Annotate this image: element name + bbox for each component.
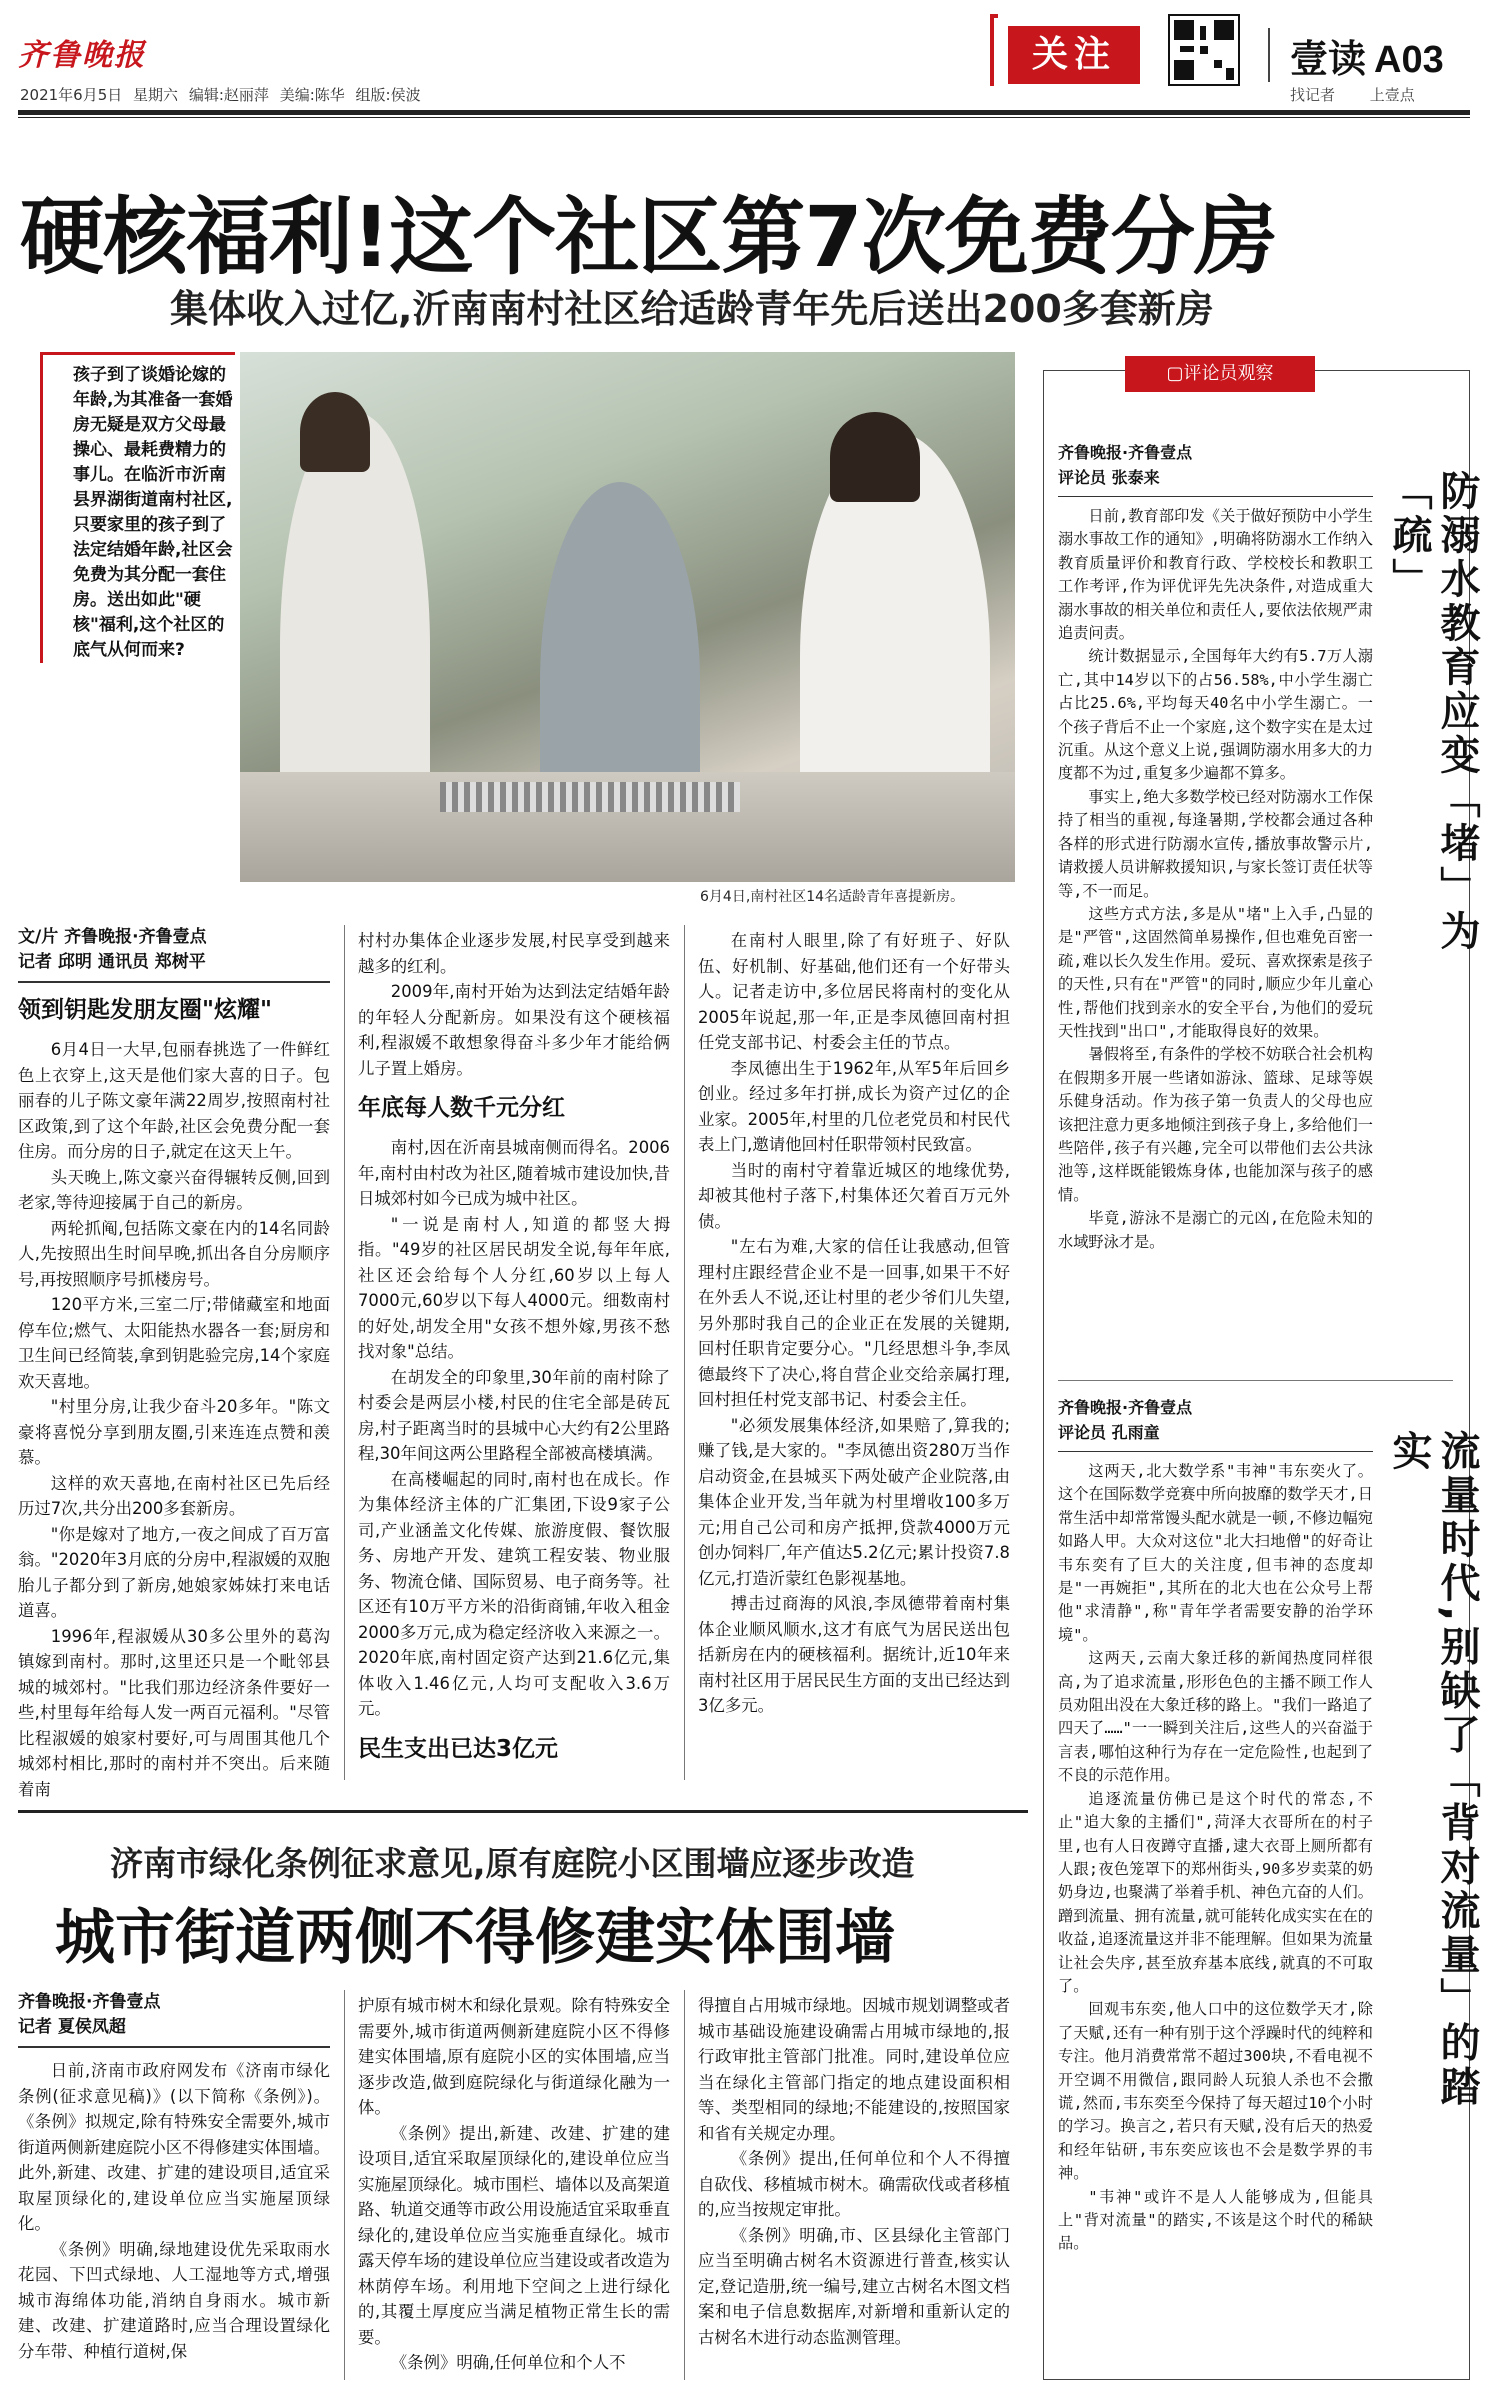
paragraph: 这两天,云南大象迁移的新闻热度同样很高,为了追求流量,形形色色的主播不顾工作人员劝阻出没在大象迁移的路上。"我们一路追了四天了……"一一瞬到关注后,这些人的兴奋溢于言表,哪怕这种行为存在一定危险性,也起到了不良的示范作用。 <box>1058 1649 1373 1785</box>
comment2-text <box>1058 1460 1373 2256</box>
paragraph: 回观韦东奕,他人口中的这位数学天才,除了天赋,还有一种有别于这个浮躁时代的纯粹和专注。他月消费常常不超过300块,不看电视不开空调不用微信,跟同龄人玩狼人杀也不会撒谎,然而,韦东奕至今保持了每天超过10个小时的学习。换言之,若只有天赋,没有后天的热爱和经年钻研,韦东奕应该也不会是数学界的韦神。 <box>1058 2000 1373 2183</box>
lead-col3-text <box>698 928 1010 1719</box>
newspaper-logo: 齐鲁晚报 <box>18 38 146 73</box>
article2-byline-2: 记者 夏侯凤超 <box>18 2017 126 2037</box>
column-divider <box>684 925 685 1780</box>
masthead-rule <box>18 110 1470 115</box>
page-number: A03 <box>1374 39 1444 81</box>
comment2-title: 流量时代,别缺了「背对流量」的踏实 <box>1386 1430 1480 2110</box>
paragraph: 6月4日一大早,包丽春挑选了一件鲜红色上衣穿上,这天是他们家大喜的日子。包丽春的儿子陈文豪年满22周岁,按照南村社区政策,到了这个年龄,社区会免费分配一套住房。而分房的日子,就定在这天上午。 <box>18 1040 330 1161</box>
lead-byline-2: 记者 邱明 通讯员 郑树平 <box>18 952 206 972</box>
issue-date: 2021年6月5日 <box>20 86 123 104</box>
designer-credit: 美编:陈华 <box>279 86 345 104</box>
paragraph: "你是嫁对了地方,一夜之间成了百万富翁。"2020年3月底的分房中,程淑媛的双胞胎儿子都分到了新房,她娘家姊妹打来电话道喜。 <box>18 1524 330 1620</box>
dateline <box>20 84 421 105</box>
byline-rule <box>1058 496 1373 497</box>
masthead-rule-thin <box>18 117 1470 118</box>
comment1-byline-1: 齐鲁晚报·齐鲁壹点 <box>1058 443 1193 462</box>
contact-line <box>1290 84 1415 105</box>
article2-top-rule <box>18 1810 1028 1813</box>
article2-column-2 <box>358 1993 670 2376</box>
paragraph: 毕竟,游泳不是溺亡的元凶,在危险未知的水域野泳才是。 <box>1058 1209 1373 1251</box>
lead-col2-text <box>358 928 670 1081</box>
lead-subhead: 集体收入过亿,沂南南村社区给适龄青年先后送出200多套新房 <box>170 287 1214 331</box>
article2-col3-text <box>698 1993 1010 2350</box>
paragraph: 统计数据显示,全国每年大约有5.7万人溺亡,其中14岁以下的占56.58%,中小学生溺亡占比25.6%,平均每天40名中小学生溺亡。一个孩子背后不止一个家庭,这个数字实在是太过沉重。从这个意义上说,强调防溺水用多大的力度都不为过,重复多少遍都不算多。 <box>1058 647 1373 783</box>
qr-code-icon[interactable] <box>1168 14 1240 86</box>
contact-reporter: 找记者 <box>1290 86 1336 104</box>
article2-column-3 <box>698 1993 1010 2350</box>
paragraph: "必须发展集体经济,如果赔了,算我的;赚了钱,是大家的。"李凤德出资280万当作启动资金,在县城买下两处破产企业院落,由集体企业开发,当年就为村里增收100多万元;用自己公司和房产抵押,贷款4000万元创办饲料厂,年产值达5.2亿元;累计投资7.8亿元,打造沂蒙红色影视基地。 <box>698 1415 1010 1588</box>
comment2-byline-2: 评论员 孔雨童 <box>1058 1423 1160 1442</box>
lead-col2b-text <box>358 1135 670 1722</box>
comment1-byline-2: 评论员 张泰来 <box>1058 468 1160 487</box>
lead-column-2 <box>358 928 670 1776</box>
byline-rule <box>18 2046 330 2048</box>
commentary-tag-label: 评论员观察 <box>1183 363 1274 384</box>
paragraph: "一说是南村人,知道的都竖大拇指。"49岁的社区居民胡发全说,每年年底,社区还会给每个人分红,60岁以上每人7000元,60岁以下每人4000元。细数南村的好处,胡发全用"女孩不想外嫁,男孩不愁找对象"总结。 <box>358 1214 670 1361</box>
layout-credit: 组版:侯波 <box>355 86 421 104</box>
paragraph: 在胡发全的印象里,30年前的南村除了村委会是两层小楼,村民的住宅全部是砖瓦房,村子距离当时的县城中心大约有2公里路程,30年间这两公里路程全部被高楼填满。 <box>358 1367 670 1463</box>
comment1-title: 防溺水教育应变「堵」为「疏」 <box>1386 470 1480 954</box>
paragraph: 村村办集体企业逐步发展,村民享受到越来越多的红利。 <box>358 931 670 976</box>
paragraph: "左右为难,大家的信任让我感动,但管理村庄跟经营企业不是一回事,如果干不好在外丢人不说,还让村里的老少爷们儿失望,另外那时我自己的企业正在发展的关键期,回村任职肯定要分心。"几经思想斗争,李凤德最终下了决心,将自营企业交给亲属打理,回村担任村党支部书记、村委会主任。 <box>698 1237 1010 1409</box>
contact-app: 上壹点 <box>1369 86 1415 104</box>
paragraph: 在高楼崛起的同时,南村也在成长。作为集体经济主体的广汇集团,下设9家子公司,产业涵盖文化传媒、旅游度假、餐饮服务、房地产开发、建筑工程安装、物业服务、物流仓储、国际贸易、电子商务等。社区还有10万平方米的沿街商铺,年收入租金2000多万元,成为稳定经济收入来源之一。2020年底,南村固定资产达到21.6亿元,集体收入1.46亿元,人均可支配收入3.6万元。 <box>358 1469 670 1718</box>
lead-subtitle-3: 民生支出已达3亿元 <box>358 1735 559 1762</box>
section-tag: 关注 <box>1008 26 1140 84</box>
paragraph: 得擅自占用城市绿地。因城市规划调整或者城市基础设施建设确需占用城市绿地的,报行政审批主管部门批准。同时,建设单位应当在绿化主管部门指定的地点建设面积相等、类型相同的绿地;不能建设的,按照国家和省有关规定办理。 <box>698 1996 1010 2143</box>
paragraph: 两轮抓阄,包括陈文豪在内的14名同龄人,先按照出生时间早晚,抓出各自分房顺序号,再按照顺序号抓楼房号。 <box>18 1218 330 1289</box>
header-divider <box>1268 28 1270 82</box>
column-divider <box>344 1990 345 2380</box>
paragraph: 1996年,程淑媛从30多公里外的葛沟镇嫁到南村。那时,这里还只是一个毗邻县城的城郊村。"比我们那边经济条件要好一些,村里每年给每人发一两百元福利。"尽管比程淑媛的娘家村要好,可与周围其他几个城郊村相比,那时的南村并不突出。后来随着南 <box>18 1626 330 1799</box>
column-divider <box>684 1990 685 2380</box>
paragraph: 《条例》明确,市、区县绿化主管部门应当至明确古树名木资源进行普查,核实认定,登记造册,统一编号,建立古树名木图文档案和电子信息数据库,对新增和重新认定的古树名木进行动态监测管理。 <box>698 2225 1010 2347</box>
paragraph: 《条例》明确,绿地建设优先采取雨水花园、下凹式绿地、人工湿地等方式,增强城市海绵体功能,消纳自身雨水。城市新建、改建、扩建道路时,应当合理设置绿化分车带、种植行道树,保 <box>18 2239 330 2361</box>
lead-photo[interactable] <box>240 352 1015 882</box>
tag-bracket <box>990 14 998 86</box>
lead-subtitle-1: 领到钥匙发朋友圈"炫耀" <box>18 997 272 1023</box>
lead-intro: 孩子到了谈婚论嫁的年龄,为其准备一套婚房无疑是双方父母最操心、最耗费精力的事儿。在临沂市沂南县界湖街道南村社区,只要家里的孩子到了法定结婚年龄,社区会免费为其分配一套住房。送出如此"硬核"福利,这个社区的底气从何而来? <box>40 352 235 663</box>
paragraph: "韦神"或许不是人人能够成为,但能具上"背对流量"的踏实,不该是这个时代的稀缺品。 <box>1058 2187 1373 2253</box>
article2-col1-text <box>18 2058 330 2364</box>
commentary-tag <box>1125 356 1315 392</box>
paragraph: 这些方式方法,多是从"堵"上入手,凸显的是"严管",这固然简单易操作,但也难免百密一疏,难以长久发生作用。爱玩、喜欢探索是孩子的天性,只有在"严管"的同时,顺应少年儿童心性,帮他们找到亲水的安全平台,为他们的爱玩天性找到"出口",才能取得良好的效果。 <box>1058 904 1373 1040</box>
lead-column-1 <box>18 925 330 1802</box>
lead-col1-text <box>18 1037 330 1802</box>
byline-rule <box>18 981 330 983</box>
paragraph: "村里分房,让我少奋斗20多年。"陈文豪将喜悦分享到朋友圈,引来连连点赞和羡慕。 <box>18 1397 330 1467</box>
section-name <box>1290 28 1444 83</box>
commentary-article-1 <box>1058 440 1373 1254</box>
issue-weekday: 星期六 <box>133 86 179 104</box>
paragraph: 日前,济南市政府网发布《济南市绿化条例(征求意见稿)》(以下简称《条例》)。《条例》拟规定,除有特殊安全需要外,城市街道两侧新建庭院小区不得修建实体围墙。此外,新建、改建、扩建的建设项目,适宜采取屋顶绿化的,建设单位应当实施屋顶绿化。 <box>18 2061 330 2233</box>
comment-icon: ▢ <box>1166 363 1184 384</box>
paragraph: 头天晚上,陈文豪兴奋得辗转反侧,回到老家,等待迎接属于自己的新房。 <box>18 1167 330 1212</box>
comment2-byline-1: 齐鲁晚报·齐鲁壹点 <box>1058 1398 1193 1417</box>
paragraph: 李凤德出生于1962年,从军5年后回乡创业。经过多年打拼,成长为资产过亿的企业家。2005年,村里的几位老党员和村民代表上门,邀请他回村任职带领村民致富。 <box>698 1058 1010 1154</box>
paragraph: 《条例》提出,任何单位和个人不得擅自砍伐、移植城市树木。确需砍伐或者移植的,应当按规定审批。 <box>698 2149 1010 2219</box>
paragraph: 这样的欢天喜地,在南村社区已先后经历过7次,共分出200多套新房。 <box>18 1473 330 1518</box>
lead-column-3 <box>698 928 1010 1719</box>
commentary-divider <box>1058 1380 1453 1381</box>
article2-col2-text <box>358 1993 670 2376</box>
byline-rule <box>1058 1451 1373 1452</box>
article2-subhead: 济南市绿化条例征求意见,原有庭院小区围墙应逐步改造 <box>110 1844 915 1883</box>
lead-byline-1: 文/片 齐鲁晚报·齐鲁壹点 <box>18 927 207 947</box>
article2-column-1 <box>18 1990 330 2364</box>
article2-headline: 城市街道两侧不得修建实体围墙 <box>55 1903 895 1973</box>
article2-byline-1: 齐鲁晚报·齐鲁壹点 <box>18 1992 161 2012</box>
paragraph: 搏击过商海的风浪,李凤德带着南村集体企业顺风顺水,这才有底气为居民送出包括新房在内的硬核福利。据统计,近10年来南村社区用于居民民生方面的支出已经达到3亿多元。 <box>698 1594 1010 1715</box>
section-title: 壹读 <box>1290 37 1367 81</box>
editor-credit: 编辑:赵丽萍 <box>188 86 269 104</box>
paragraph: 南村,因在沂南县城南侧而得名。2006年,南村由村改为社区,随着城市建设加快,昔日城郊村如今已成为城中社区。 <box>358 1138 670 1208</box>
comment1-text <box>1058 505 1373 1254</box>
paragraph: 暑假将至,有条件的学校不妨联合社会机构在假期多开展一些诸如游泳、篮球、足球等娱乐健身活动。作为孩子第一负责人的父母也应该把注意力更多地倾注到孩子身上,多给他们一些陪伴,孩子有兴趣,完全可以带他们去公共泳池等,这样既能锻炼身体,也能加深与孩子的感情。 <box>1058 1045 1373 1204</box>
paragraph: 《条例》明确,任何单位和个人不 <box>390 2353 626 2372</box>
paragraph: 当时的南村守着靠近城区的地缘优势,却被其他村子落下,村集体还欠着百万元外债。 <box>698 1160 1010 1231</box>
lead-subtitle-2: 年底每人数千元分红 <box>358 1095 565 1121</box>
paragraph: 在南村人眼里,除了有好班子、好队伍、好机制、好基础,他们还有一个好带头人。记者走访中,多位居民将南村的变化从2005年说起,那一年,正是李凤德回南村担任党支部书记、村委会主任的节点。 <box>698 931 1010 1052</box>
photo-caption: 6月4日,南村社区14名适龄青年喜提新房。 <box>700 889 965 905</box>
paragraph: 追逐流量仿佛已是这个时代的常态,不止"追大象的主播们",菏泽大衣哥所在的村子里,也有人日夜蹲守直播,逮大衣哥上厕所都有人跟;夜色笼罩下的郑州街头,90多岁卖菜的奶奶身边,也聚满了举着手机、神色亢奋的人们。蹭到流量、拥有流量,就可能转化成实实在在的收益,追逐流量这并非不能理解。但如果为流量让社会失序,甚至放弃基本底线,就真的不可取了。 <box>1058 1789 1373 1995</box>
paragraph: 120平方米,三室二厅;带储藏室和地面停车位;燃气、太阳能热水器各一套;厨房和卫生间已经简装,拿到钥匙验完房,14个家庭欢天喜地。 <box>18 1295 330 1391</box>
paragraph: 这两天,北大数学系"韦神"韦东奕火了。这个在国际数学竞赛中所向披靡的数学天才,日常生活中却常常馒头配水就是一顿,不修边幅宛如路人甲。大众对这位"北大扫地僧"的好奇让韦东奕有了巨大的关注度,但韦神的态度却是"一再婉拒",其所在的北大也在公众号上帮他"求清静",称"青年学者需要安静的治学环境"。 <box>1058 1462 1373 1644</box>
paragraph: 2009年,南村开始为达到法定结婚年龄的年轻人分配新房。如果没有这个硬核福利,程淑媛不敢想象得奋斗多少年才能给俩儿子置上婚房。 <box>358 982 670 1078</box>
lead-headline: 硬核福利!这个社区第7次免费分房 <box>20 188 1277 286</box>
column-divider <box>344 925 345 1780</box>
commentary-article-2 <box>1058 1395 1373 2256</box>
paragraph: 日前,教育部印发《关于做好预防中小学生溺水事故工作的通知》,明确将防溺水工作纳入教育质量评价和教育行政、学校校长和教职工工作考评,作为评优评先先决条件,对造成重大溺水事故的相关单位和责任人,要依法依规严肃追责问责。 <box>1058 507 1373 643</box>
paragraph: 《条例》提出,新建、改建、扩建的建设项目,适宜采取屋顶绿化的,建设单位应当实施屋顶绿化。城市围栏、墙体以及高架道路、轨道交通等市政公用设施适宜采取垂直绿化的,建设单位应当实施垂直绿化。城市露天停车场的建设单位应当建设或者改造为林荫停车场。利用地下空间之上进行绿化的,其覆土厚度应当满足植物正常生长的需要。 <box>358 2123 670 2347</box>
paragraph: 护原有城市树木和绿化景观。除有特殊安全需要外,城市街道两侧新建庭院小区不得修建实体围墙,原有庭院小区的实体围墙,应当逐步改造,做到庭院绿化与街道绿化融为一体。 <box>358 1996 670 2117</box>
paragraph: 事实上,绝大多数学校已经对防溺水工作保持了相当的重视,每逢暑期,学校都会通过各种各样的形式进行防溺水宣传,播放事故警示片,请救援人员讲解救援知识,与家长签订责任状等等,不一而足。 <box>1058 787 1373 900</box>
